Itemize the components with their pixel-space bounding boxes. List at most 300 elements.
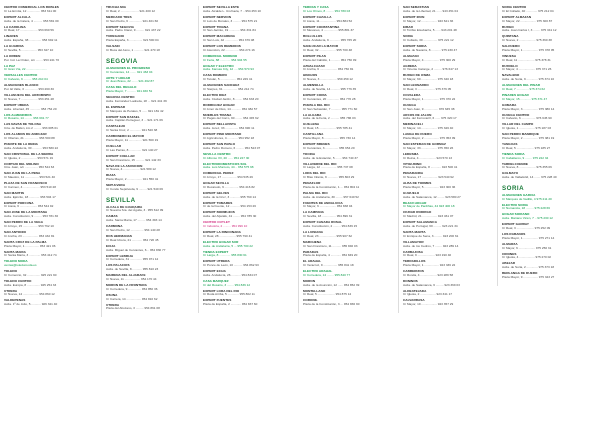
store-address-phone: Plaza del Altozano, 3 ......... 954 861 08 [106, 306, 160, 311]
store-name: SAN PEDRO MANRIQUE [502, 133, 539, 137]
store-address-phone: Avda. Juan Carlos I, 3 ........ 975 341 12 [502, 28, 557, 33]
store-name: EXPERT BELLAVISTA [203, 123, 237, 127]
directory-column-4 [303, 6, 389, 309]
store-address-phone: C/ de la Fuente, 12 ........... 954 153 26 [203, 204, 256, 209]
store-address-phone: Plaza del Cabildo, 1 .......... 954 750 09 [303, 57, 357, 62]
store-address-phone: Plaza Mayor, 1 ................. 923 336 22 [403, 263, 456, 268]
store-listing [4, 55, 90, 63]
store-listing [106, 255, 192, 263]
store-listing [106, 304, 192, 312]
store-listing [4, 65, 90, 73]
store-address-phone: Avda. Ciudad Jardín, 8 ........ 954 633 20 [203, 96, 259, 101]
store-address-phone: C/ Amor de Dios, 14 ........... 954 382 57 [203, 106, 258, 111]
store-address-phone: C/ Calvario, 6 ................ 976 645 90 [502, 116, 552, 121]
store-address-phone: Avda. Constitución, 9 ......... 953 781 36 [4, 214, 59, 219]
store-address-phone: C/ Real, 7 .............. 975 374 62 [502, 87, 545, 92]
store-address-phone: C/ Mayor de Pardiñas, 44 923 400 18 [403, 204, 455, 209]
store-listing [4, 6, 90, 14]
store-address-phone: Plaza Mayor, 9 ................. 975 343 27 [502, 274, 555, 279]
store-address-phone: Avda. 1º de Julio, 5 ........... 926 321 40 [4, 302, 58, 307]
store-listing [403, 270, 489, 278]
store-name: EXPERT NERVIÓN [203, 15, 231, 19]
store-address-phone: C/ Mayor, 22 .................. 975 300 87 [502, 18, 553, 23]
store-listing [203, 153, 289, 161]
store-listing [4, 143, 90, 151]
store-listing [303, 172, 389, 180]
store-address-phone: C/ Mesones, 4 ................ 955 881 37 [303, 28, 354, 33]
store-address-phone: C/ Nueva, 11 .................. 954 170 44 [106, 276, 157, 281]
store-address-phone: C/ Nueva, 14 .................. 954 860 12 [4, 292, 55, 297]
store-listing [4, 153, 90, 161]
store-address-phone: Plaza Mayor, 1 ................. 975 271 14 [502, 235, 555, 240]
store-listing [403, 290, 489, 298]
store-listing [203, 84, 289, 92]
store-address-phone: Avda. Andalucía, 30 ........... 953 580 22 [4, 145, 59, 150]
store-listing [303, 16, 389, 24]
store-address-phone: C/ Asunción, 22 ............... 954 274 16 [203, 47, 255, 52]
store-listing [502, 172, 588, 180]
store-name: BÉJAR HOGAR [403, 201, 427, 205]
store-address-phone: Pol. Ind. La Orden, s/n ........ 953 241 70 [4, 57, 60, 62]
store-name: SAN JUAN DE LA PEÑA [4, 172, 41, 176]
store-name: LA ALGABA [303, 113, 322, 117]
section-heading: SEVILLA [106, 196, 136, 204]
store-name: ARCOS DE JALÓN [403, 113, 432, 117]
store-listing [203, 221, 289, 229]
store-listing [203, 182, 289, 190]
store-name: EXPERT SALAMANCA [403, 221, 437, 225]
store-address-phone: Avda. Luis Montoto, 44 .. 954 575 68 [203, 165, 254, 170]
store-listing [203, 260, 289, 268]
store-listing [403, 241, 489, 249]
store-address-phone: Ctra. Jaén, s/n ............... 953 544 63 [4, 165, 55, 170]
store-listing [106, 96, 192, 104]
store-address-phone: C/ La Ermita, 12 ............... 953 611 00 [4, 8, 57, 13]
store-address-phone: C/ Reina, 4 ................... 923 570 13 [403, 155, 453, 160]
store-address-phone: Plaza Mayor, 1 ................ 953 421 06 [4, 243, 56, 248]
store-name: CANTILLANA [303, 133, 324, 137]
store-listing [203, 270, 289, 278]
store-address-phone: C/ Sevilla, 18 ................ 954 899 31 [303, 214, 353, 219]
store-name: VALDEPEÑAS [4, 299, 26, 303]
store-address-phone: Plaza Mayor, 7 .......... 921 460 51 [106, 89, 153, 94]
store-address-phone: Plaza Mayor, 2 ................. 921 550 41 [106, 177, 159, 182]
store-listing [106, 284, 192, 292]
store-address-phone: Plaza de España, 2 ............ 954 837 60 [203, 302, 258, 307]
store-name: CIDONES [502, 252, 517, 256]
store-listing [502, 35, 588, 43]
store-listing [403, 221, 489, 229]
store-address-phone: Plaza Mayor, 4 ................. 975 300 29 [403, 57, 456, 62]
store-address-phone: Avda. de Andalucía, 5 ... 955 700 22 [203, 243, 253, 248]
store-name: LEDESMA [403, 152, 419, 156]
section-heading: SEGOVIA [106, 57, 138, 65]
store-listing [303, 6, 389, 14]
directory-column-3 [203, 6, 289, 309]
store-listing [502, 16, 588, 24]
store-name: CASA DEL REGALO [106, 86, 137, 90]
store-name: EXPERT LA RINCONADA [203, 230, 241, 234]
store-name: VINUESA [502, 54, 517, 58]
store-listing [4, 163, 90, 171]
store-name: PLAZA DE SAN FRANCISCO [4, 182, 48, 186]
store-address-phone: C/ Nueva, 2 ................... 975 360 38 [502, 38, 552, 43]
store-name: CARBONERO EL MAYOR [106, 135, 145, 139]
store-address-phone: C/ Blas Infante, 9 ............ 955 803 29 [303, 175, 355, 180]
store-address-phone: C/ Real Utrera, 21 ............ 954 720 45 [106, 237, 159, 242]
store-name: TOLEDO CENTRO [4, 279, 32, 283]
store-address-phone: Avda. Alcalde L. Uruñuela, 7 .. 954 253 10 [203, 8, 261, 13]
store-name: MARCHENA [303, 240, 322, 244]
store-name: SORIA CENTRO [502, 6, 527, 9]
store-name: CENTRO OUTLET [203, 221, 230, 225]
store-address-phone: C/ Alfonso XII, 20 ...... 954 227 30 [203, 155, 250, 160]
store-listing [106, 184, 192, 192]
store-listing [502, 55, 588, 63]
store-name: TIENDA EXPERT [203, 250, 229, 254]
store-name: ELECTRO SORIA [502, 203, 529, 207]
store-address-phone: C/ Larga, 12 .................. 955 737 08 [303, 165, 353, 170]
store-name: EXPERT SAN PABLO [203, 142, 236, 146]
store-address-phone: C/ Vicente Calonge, 2 ......... 976 647 13 [403, 67, 458, 72]
store-name: TOCINA [303, 152, 316, 156]
store-listing [203, 202, 289, 210]
store-address-phone: Avda. Mariano Vicén, 7 .. 975 230 12 [502, 216, 553, 221]
store-name: EXPERT LEBRIJA [106, 254, 134, 258]
store-address-phone: C/ Nuestra Sra. del Águila, 3 . 955 612 09 [106, 208, 164, 213]
store-address-phone: Avda. del Ferrocarril, 6 ...... 975 320 17 [403, 116, 457, 121]
store-name: CANTALEJO [106, 125, 126, 129]
store-listing [403, 45, 489, 53]
store-listing [502, 253, 588, 261]
store-name: ELECTRO HOGAR SUR [203, 240, 239, 244]
store-name: EXPERT SEVILLA ESTE [203, 6, 240, 9]
store-name: HOGAR Y ELECTRO [203, 64, 234, 68]
store-name: NAVA DE LA ASUNCIÓN [106, 164, 143, 168]
store-listing [403, 26, 489, 34]
store-listing [403, 251, 489, 259]
store-name: PUENTE DE LA REINA [4, 142, 38, 146]
store-listing [4, 192, 90, 200]
store-listing [106, 35, 192, 43]
store-name: EXPERT SAN RAFAEL [106, 115, 140, 119]
store-name: ALMENSILLA [303, 84, 324, 88]
store-address-phone: C/ Agricultores, 4 ............ 954 952 18 [203, 135, 255, 140]
store-listing [502, 194, 588, 202]
store-name: COMERCIAL PÉREZ [203, 172, 234, 176]
store-name: EXPERT ALCALÁ [4, 15, 31, 19]
store-name: ALMACENES SÁNCHEZ [203, 84, 240, 88]
store-name: ALDEATEJADA [403, 289, 427, 293]
store-listing [106, 77, 192, 85]
store-listing [106, 145, 192, 153]
store-address-phone: C/ Real, 23 ................... 955 907 62 [303, 233, 353, 238]
store-address-phone: C/ Corredera, 31 .............. 955 971 12 [106, 257, 159, 262]
store-address-phone: Plaza Mayor, 5 ................. 923 300 36 [403, 184, 456, 189]
store-listing [403, 114, 489, 122]
store-address-phone: Avda. de Soria, 9 ............. 975 374 10 [502, 77, 555, 82]
store-address-phone: Plaza Mayor, 2 ................. 975 381 19 [502, 135, 555, 140]
store-address-phone: C/ Carmen, 4 ................... 953 510 28 [4, 184, 56, 189]
store-address-phone: C/ Mayor, 12 .................. 943 621 36 [403, 18, 454, 23]
store-name: EXPERT IRÚN [403, 15, 425, 19]
store-listing [203, 16, 289, 24]
store-listing [4, 299, 90, 307]
store-name: EXPERT ÚBEDA [4, 103, 29, 107]
store-listing [502, 6, 588, 14]
store-name: TARDELCUENDE [502, 162, 528, 166]
store-listing [106, 155, 192, 163]
store-name: VALSAÍN [106, 45, 120, 49]
store-listing [203, 6, 289, 14]
store-address-phone: Avda. de Navarra, 8 ........... 975 230 47 [403, 47, 458, 52]
store-name: ÓLVEGA [403, 103, 417, 107]
store-name: EXPERT CAZALLA [303, 15, 332, 19]
store-name: TERRADILLOS [403, 260, 426, 264]
store-address-phone: C/ San Pedro, 6 ............... 921 401 60 [106, 18, 159, 23]
store-address-phone: C/ Nueva, 17 .................. 923 540 92 [403, 175, 454, 180]
store-listing [106, 235, 192, 243]
store-address-phone: C/ Santa Cruz, 2 ............. 921 520 38 [106, 128, 158, 133]
store-listing [4, 280, 90, 288]
store-address-phone: C/ Real, 28 ................... 955 790 41 [203, 233, 253, 238]
store-address-phone: C/ Real, 5 .................... 954 875 14 [303, 292, 352, 297]
store-address-phone: C/ Nueva, 3 ................... 959 459 12 [303, 77, 353, 82]
store-listing [4, 16, 90, 24]
store-listing [303, 45, 389, 53]
store-name: EXPERT SORIA [403, 45, 427, 49]
store-address-phone: C/ Ronda, 4 ................... 923 289 58 [403, 272, 454, 277]
store-name: BURGO [502, 25, 514, 29]
store-listing [403, 172, 489, 180]
store-listing [303, 133, 389, 141]
store-name: CUÉLLAR [106, 144, 122, 148]
store-listing [106, 245, 192, 253]
store-address-phone: Avda. de los Cedros, 7 ........ 923 289 14 [403, 243, 459, 248]
store-address-phone: C/ Marqués de Vadillo, 4 975 211 20 [502, 196, 552, 201]
store-address-phone: C/ Conde Sepúlveda, 9 ......... 921 540 06 [106, 186, 163, 191]
store-name: RIAZA [106, 174, 116, 178]
store-address-phone: Avda. de la Estación, 5 ....... 954 740 37 [303, 155, 358, 160]
store-address-phone: Avda. Pedro Romero, 6 ......... 954 523 07 [203, 145, 261, 150]
store-name: TERRAS Y CASA [303, 6, 329, 9]
store-name: ÓLVEGA CENTRO [502, 113, 530, 117]
store-name: CENTRO COMERCIAL LOS ROBLES [4, 6, 59, 9]
store-name: YANGUAS [502, 142, 518, 146]
store-listing [106, 16, 192, 24]
store-name: CARMONA [106, 225, 123, 229]
store-address-phone: C/ Real, 32 ................... 955 700 48 [303, 47, 353, 52]
store-name: VILLAR DEL CAMPO [502, 123, 534, 127]
store-listing [403, 299, 489, 307]
store-name: EXPERT LORA DEL RÍO [203, 289, 240, 293]
store-address-phone: C/ Boca del Asno, 1 ........... 921 470 18 [106, 47, 160, 52]
store-name: SAN MARTÍN [4, 191, 24, 195]
store-name: ALMACENES DEL PINAR [502, 84, 541, 88]
store-name: GUIJUELO [403, 191, 420, 195]
store-name: ALCALÁ DE GUADAÍRA [106, 205, 143, 209]
store-listing [203, 280, 289, 288]
store-address-phone: Avda. de Salamanca, 6 ......... 923 369 03 [403, 282, 460, 287]
store-listing [403, 6, 489, 14]
store-listing [403, 104, 489, 112]
store-listing [403, 16, 489, 24]
store-listing [303, 65, 389, 73]
store-listing [106, 165, 192, 173]
store-listing [203, 74, 289, 82]
store-name: ALMAZÁN [403, 54, 419, 58]
store-address-phone: Avda. Constitución, 2 ......... 954 839 15 [303, 223, 358, 228]
store-listing [106, 125, 192, 133]
store-address-phone: C/ Llana, 6 .................... 953 544 92 [4, 204, 54, 209]
store-address-phone: Avda. de Valladolid, 14 ....... 975 228 40 [502, 175, 557, 180]
store-name: PEÑARANDA [403, 172, 424, 176]
store-listing [303, 104, 389, 112]
store-name: EIBAR [403, 25, 413, 29]
store-listing [303, 182, 389, 190]
store-address-phone: Avda. Miguel de Cervantes, 6 .. 954 830 77 [106, 247, 166, 252]
store-name: COMERCIAL MORENO [203, 54, 238, 58]
store-address-phone: Plaza de España, 8 ............ 923 500 41 [403, 165, 458, 170]
store-address-phone: C/ Arroyo, 15 ................. 953 762 10 [4, 223, 54, 228]
store-name: MEDINACELI [403, 123, 423, 127]
store-name: LOS RÁBANOS [502, 233, 526, 236]
store-name: EXPERT MACARENA [203, 35, 236, 39]
store-name: GÓMARA [502, 103, 517, 107]
store-name: BURGO DE OSMA [403, 74, 431, 78]
store-listing [303, 153, 389, 161]
store-name: LA ORDEN [4, 54, 21, 58]
store-name: SAN SEBASTIÁN [403, 6, 429, 9]
store-listing [106, 26, 192, 34]
store-listing [303, 163, 389, 171]
directory-column-6 [502, 6, 588, 282]
store-name: EXPERT LOS REMEDIOS [203, 45, 241, 49]
store-listing [4, 133, 90, 141]
store-name: GUILLENA [303, 123, 320, 127]
store-address-phone: C/ Cervantes, 20 .............. 954 770 28 [303, 96, 356, 101]
store-address-phone: Avda. Andalucía, 9 ............ 955 765 20 [303, 38, 357, 43]
store-name: FUENTES DE ANDALUCÍA [303, 201, 343, 205]
store-listing [203, 35, 289, 43]
store-listing [502, 243, 588, 251]
store-listing [502, 163, 588, 171]
store-listing [106, 264, 192, 272]
store-listing [203, 65, 289, 73]
store-address-phone: C/ Gran Vía, 22 ........................ [4, 67, 47, 72]
store-listing [4, 211, 90, 219]
store-listing [4, 231, 90, 239]
store-listing [303, 84, 389, 92]
store-listing [502, 223, 588, 231]
store-listing [403, 55, 489, 63]
store-name: EXPERT CUÉLLAR [106, 154, 135, 158]
store-address-phone: Avda. de Sevilla, 14 .......... 955 776 35 [303, 87, 357, 92]
store-listing [203, 290, 289, 298]
store-address-phone: C/ Comercio, 32 ............... 925 221 90 [4, 272, 57, 277]
store-name: EXPERT SEGOVIA [106, 25, 135, 29]
store-name: PALMA DEL RÍO [303, 191, 328, 195]
store-name: EXPERT BRENES [303, 142, 330, 146]
store-address-phone: C/ Carrera, 14 ................. 954 810 62 [106, 296, 158, 301]
store-listing [4, 260, 90, 268]
store-listing [203, 104, 289, 112]
store-name: EXPERT FUENTES [203, 299, 232, 303]
store-address-phone: Avda. Europa, 8 ............... 925 254 33 [4, 282, 57, 287]
store-address-phone: C/ Real, 11 ................... 975 378 31 [502, 57, 551, 62]
store-name: EXPERT PILAS [303, 54, 326, 58]
store-listing [502, 153, 588, 161]
store-address-phone: C/ Cervantes, 3 ............... 955 654 20 [303, 145, 355, 150]
store-listing [502, 233, 588, 241]
store-name: RODRÍGUEZ HOGAR [203, 103, 235, 107]
store-address-phone: Plaza Mayor, 8 ................. 955 730 14 [303, 135, 356, 140]
store-name: ALMACENES EL PROGRESO [106, 66, 151, 70]
store-name: PUEBLA DEL RÍO [303, 103, 330, 107]
store-address-phone: C/ Real, 2 ..................... 921 400 12 [106, 8, 156, 13]
store-address-phone: C/ Ancha, 6 .................... 954 750 81 [303, 67, 354, 72]
store-name: GOLMAYO [502, 172, 519, 176]
store-address-phone: Plaza Mayor, 3 ................. 975 380 14 [502, 106, 555, 111]
store-name: TRUCHA MÍA [106, 6, 126, 9]
store-listing [303, 280, 389, 288]
store-address-phone: C/ Mayor, 60 .................. 975 340 18 [403, 77, 454, 82]
store-listing [106, 174, 192, 182]
store-listing [502, 123, 588, 131]
store-address-phone: C/ Nueva, 4 ................... 921 580 12 [106, 167, 156, 172]
store-listing [502, 114, 588, 122]
directory-column-1 [4, 6, 90, 309]
store-listing [303, 114, 389, 122]
store-listing [303, 270, 389, 278]
store-name: LA PAZ [4, 64, 16, 68]
store-name: LA GUARDIA [4, 45, 24, 49]
store-name: SAN ESTEBAN DE GORMAZ [403, 142, 446, 146]
store-listing [4, 290, 90, 298]
store-listing [203, 55, 289, 63]
store-address-phone: C/ Corredera, 9 ............... 954 850 36 [106, 286, 158, 291]
store-listing [106, 116, 192, 124]
store-name: TIENDA SORIA [502, 152, 525, 156]
store-address-phone: Avda. España, 38 .............. 953 692 11 [4, 38, 58, 43]
store-listing [403, 143, 489, 151]
store-name: LORA DEL RÍO [303, 172, 326, 176]
store-listing [4, 94, 90, 102]
store-address-phone: C/ Real, 17 .................... 953 660 56 [4, 28, 54, 33]
store-listing [106, 6, 192, 14]
store-address-phone: Avda. de la Cruz, 3 ........... 955 760 14 [203, 194, 256, 199]
store-listing [303, 260, 389, 268]
store-listing [203, 163, 289, 171]
store-listing [203, 231, 289, 239]
store-listing [106, 274, 192, 282]
store-name: UTRERA [4, 289, 18, 293]
store-listing [303, 55, 389, 63]
store-listing [403, 182, 489, 190]
store-name: SANLÚCAR LA MAYOR [303, 45, 339, 49]
store-listing [403, 153, 489, 161]
store-listing [303, 143, 389, 151]
store-listing [303, 26, 389, 34]
store-listing [403, 84, 489, 92]
store-listing [106, 106, 192, 114]
store-name: LOS PALACIOS [106, 264, 130, 268]
store-listing [106, 225, 192, 233]
store-listing [4, 104, 90, 112]
store-name: MORÓN [303, 279, 316, 283]
store-address-phone: C/ Maestro, 11 ................ 953 521 40 [4, 175, 56, 180]
store-address-phone: C/ Corredera, 14 ........ 955 840 77 [303, 272, 351, 277]
